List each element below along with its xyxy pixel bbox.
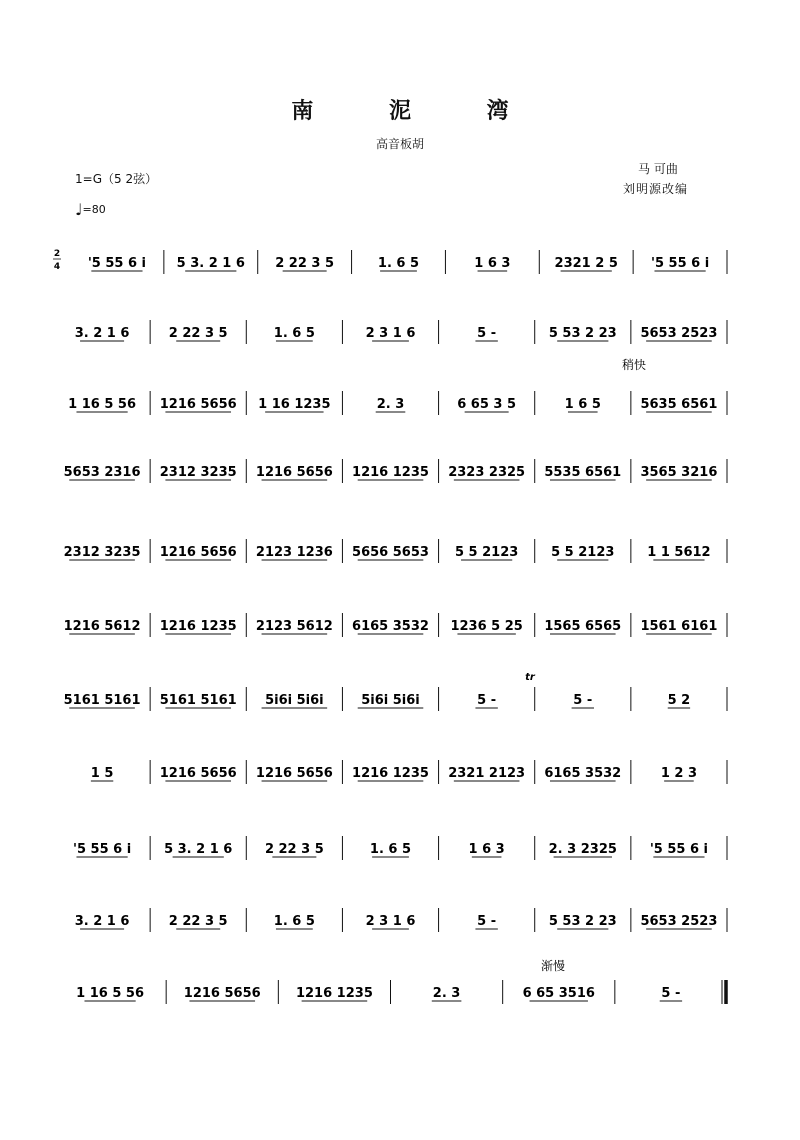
measure: 1216 5656 (159, 545, 237, 560)
measure: 3. 2 1 6 (74, 914, 130, 929)
measure: 1 5 (90, 766, 114, 781)
measure: 2 22 3 5 (168, 914, 228, 929)
measure: 1 6 3 (468, 842, 505, 857)
measure: 2. 3 (376, 397, 405, 412)
quarter-note-icon: ♩ (75, 200, 83, 219)
arranger-credit: 刘明源改编 (623, 182, 689, 196)
measure: '5 55 6 i (649, 842, 709, 857)
measure: 5 53 2 23 (548, 914, 617, 929)
score-line (64, 687, 727, 711)
score-line (64, 459, 727, 483)
measure: 1216 5656 (255, 465, 333, 480)
measure: 1216 5656 (159, 397, 237, 412)
score-line (73, 836, 727, 860)
measure: 1216 5656 (255, 766, 333, 781)
measure: 6 65 3 5 (457, 397, 517, 412)
time-signature-bottom: 4 (53, 262, 61, 272)
measure: 2. 3 (432, 986, 461, 1001)
measure: 5 - (573, 693, 593, 708)
measure: 2312 3235 (63, 545, 141, 560)
measure: 2 3 1 6 (365, 326, 416, 341)
score-line (76, 980, 726, 1004)
measure: 2323 2325 (448, 465, 526, 480)
measure: 1216 5612 (63, 619, 141, 634)
measure: '5 55 6 i (72, 842, 132, 857)
measure: 2 22 3 5 (275, 256, 335, 271)
measure: 5 - (477, 914, 497, 929)
measure: 5635 6561 (640, 397, 718, 412)
measure: 3565 3216 (640, 465, 718, 480)
score-line (68, 391, 727, 415)
score-line (64, 613, 727, 637)
expression-marking: 稍快 (621, 358, 647, 372)
score-line (75, 320, 727, 344)
measure: 2321 2 5 (554, 256, 618, 271)
measure: 2312 3235 (159, 465, 237, 480)
measure: 5 - (477, 693, 497, 708)
measure: 1216 1235 (352, 766, 429, 781)
measure: 5653 2316 (63, 465, 141, 480)
measure: 5 3. 2 1 6 (176, 256, 245, 271)
measure: 2 22 3 5 (264, 842, 324, 857)
measure: 5 - (477, 326, 497, 341)
measure: 1 16 1235 (258, 397, 331, 412)
measure: 2. 3 2325 (548, 842, 617, 857)
measure: 5653 2523 (640, 914, 718, 929)
measure: '5 55 6 i (650, 256, 710, 271)
measure: 5 3. 2 1 6 (164, 842, 233, 857)
measure: 5656 5653 (352, 545, 429, 560)
measure: 5 5 2123 (551, 545, 615, 560)
measure: 5 53 2 23 (548, 326, 617, 341)
measure: 1236 5 25 (450, 619, 523, 634)
measure: 1 1 5612 (647, 545, 711, 560)
measure: '5 55 6 i (87, 256, 147, 271)
key-signature: 1=G（5 2弦） (75, 172, 158, 186)
measure: 1 16 5 56 (76, 986, 145, 1001)
measure: 5 - (661, 986, 681, 1001)
measure: 5i6i 5i6i (265, 693, 324, 708)
tempo-value: =80 (82, 203, 106, 216)
score-line (88, 250, 727, 274)
time-signature (53, 249, 61, 272)
measure: 1. 6 5 (273, 914, 315, 929)
score-line (91, 760, 727, 784)
measure: 1216 1235 (295, 986, 373, 1001)
measure: 6165 3532 (352, 619, 429, 634)
measure: 2 3 1 6 (365, 914, 416, 929)
measure: 5161 5161 (159, 693, 237, 708)
page-title: 南 泥 湾 (291, 99, 543, 124)
expression-marking: 渐慢 (540, 959, 566, 973)
measure: 1216 1235 (352, 465, 429, 480)
measure: 1561 6161 (640, 619, 718, 634)
measure: 6165 3532 (544, 766, 622, 781)
measure: 2 22 3 5 (168, 326, 228, 341)
measure: 1216 5656 (183, 986, 261, 1001)
measure: 5161 5161 (63, 693, 141, 708)
measure: 5 5 2123 (454, 545, 519, 560)
measure: 2321 2123 (448, 766, 526, 781)
measure: 5653 2523 (640, 326, 718, 341)
measure: 2123 5612 (255, 619, 333, 634)
measure: 1 16 5 56 (68, 397, 137, 412)
expression-marking: tr (525, 672, 535, 683)
composer-credit: 马 可曲 (638, 162, 678, 176)
measure: 3. 2 1 6 (74, 326, 130, 341)
measure: 5535 6561 (544, 465, 622, 480)
measure: 1216 1235 (159, 619, 237, 634)
measure: 5i6i 5i6i (361, 693, 420, 708)
measure: 1 6 5 (564, 397, 601, 412)
score-line (64, 539, 727, 563)
measure: 1. 6 5 (369, 842, 412, 857)
measure: 1. 6 5 (377, 256, 420, 271)
measure: 1. 6 5 (273, 326, 315, 341)
measure: 1 6 3 (474, 256, 511, 271)
measure: 1216 5656 (159, 766, 237, 781)
measure: 1565 6565 (544, 619, 622, 634)
measure: 5 2 (667, 693, 691, 708)
instrument-subtitle: 高音板胡 (375, 137, 424, 151)
measure: 2123 1236 (255, 545, 333, 560)
time-signature-top: 2 (53, 249, 61, 259)
measure: 6 65 3516 (522, 986, 595, 1001)
measure: 1 2 3 (660, 766, 698, 781)
score-line (75, 908, 727, 932)
